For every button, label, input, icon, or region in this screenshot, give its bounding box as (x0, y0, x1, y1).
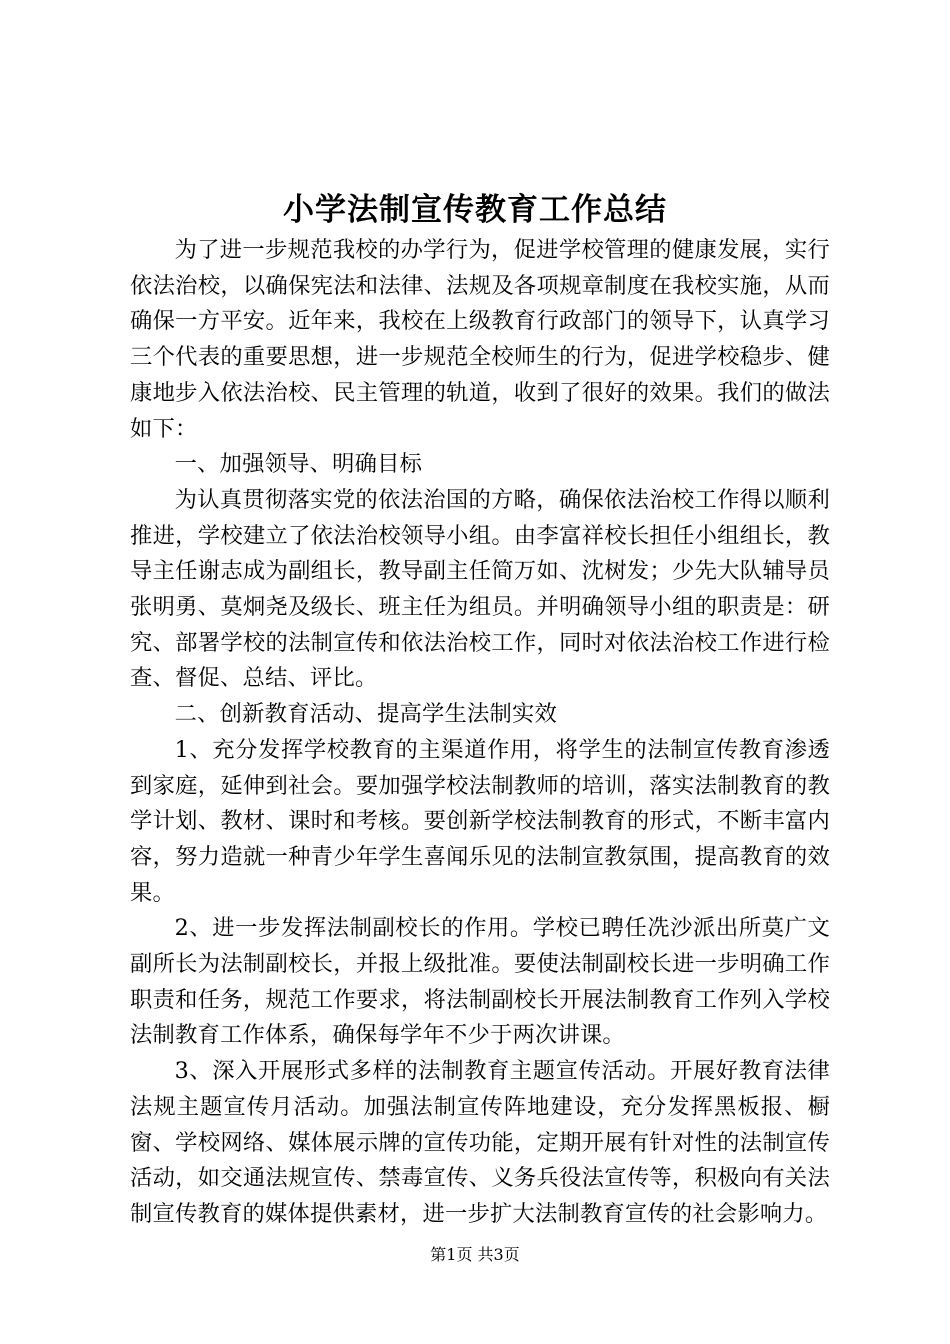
paragraph-intro: 为了进一步规范我校的办学行为，促进学校管理的健康发展，实行依法治校，以确保宪法和法律、法规及各项规章制度在我校实施，从而确保一方平安。近年来，我校在上级教育行政部门的领导下，认真学习三个代表的重要思想，进一步规范全校师生的行为，促进学校稳步、健康地步入依法治校、民主管理的轨道，收到了很好的效果。我们的做法如下： (130, 237, 830, 442)
page-footer: 第1页 共3页 (430, 1245, 520, 1264)
document-body (130, 233, 830, 1233)
paragraph-item-2: 2、进一步发挥法制副校长的作用。学校已聘任冼沙派出所莫广文副所长为法制副校长，并报上级批准。要使法制副校长进一步明确工作职责和任务，规范工作要求，将法制副校长开展法制教育工作列入学校法制教育工作体系，确保每学年不少于两次讲课。 (130, 915, 830, 1049)
section-heading-2: 二、创新教育活动、提高学生法制实效 (174, 701, 558, 728)
paragraph-item-3: 3、深入开展形式多样的法制教育主题宣传活动。开展好教育法律法规主题宣传月活动。加强法制宣传阵地建设，充分发挥黑板报、橱窗、学校网络、媒体展示牌的宣传功能，定期开展有针对性的法制宣传活动，如交通法规宣传、禁毒宣传、义务兵役法宣传等，积极向有关法制宣传教育的媒体提供素材，进一步扩大法制教育宣传的社会影响力。 (130, 1058, 830, 1227)
document-title: 小学法制宣传教育工作总结 (283, 192, 667, 228)
section-heading-1: 一、加强领导、明确目标 (174, 451, 423, 478)
paragraph-leadership: 为认真贯彻落实党的依法治国的方略，确保依法治校工作得以顺利推进，学校建立了依法治校领导小组。由李富祥校长担任小组组长，教导主任谢志成为副组长，教导副主任简万如、沈树发；少先大队辅导员张明勇、莫炯尧及级长、班主任为组员。并明确领导小组的职责是：研究、部署学校的法制宣传和依法治校工作，同时对依法治校工作进行检查、督促、总结、评比。 (130, 486, 830, 692)
paragraph-item-1: 1、充分发挥学校教育的主渠道作用，将学生的法制宣传教育渗透到家庭，延伸到社会。要加强学校法制教师的培训，落实法制教育的教学计划、教材、课时和考核。要创新学校法制教育的形式，不断丰富内容，努力造就一种青少年学生喜闻乐见的法制宣教氛围，提高教育的效果。 (130, 736, 830, 906)
